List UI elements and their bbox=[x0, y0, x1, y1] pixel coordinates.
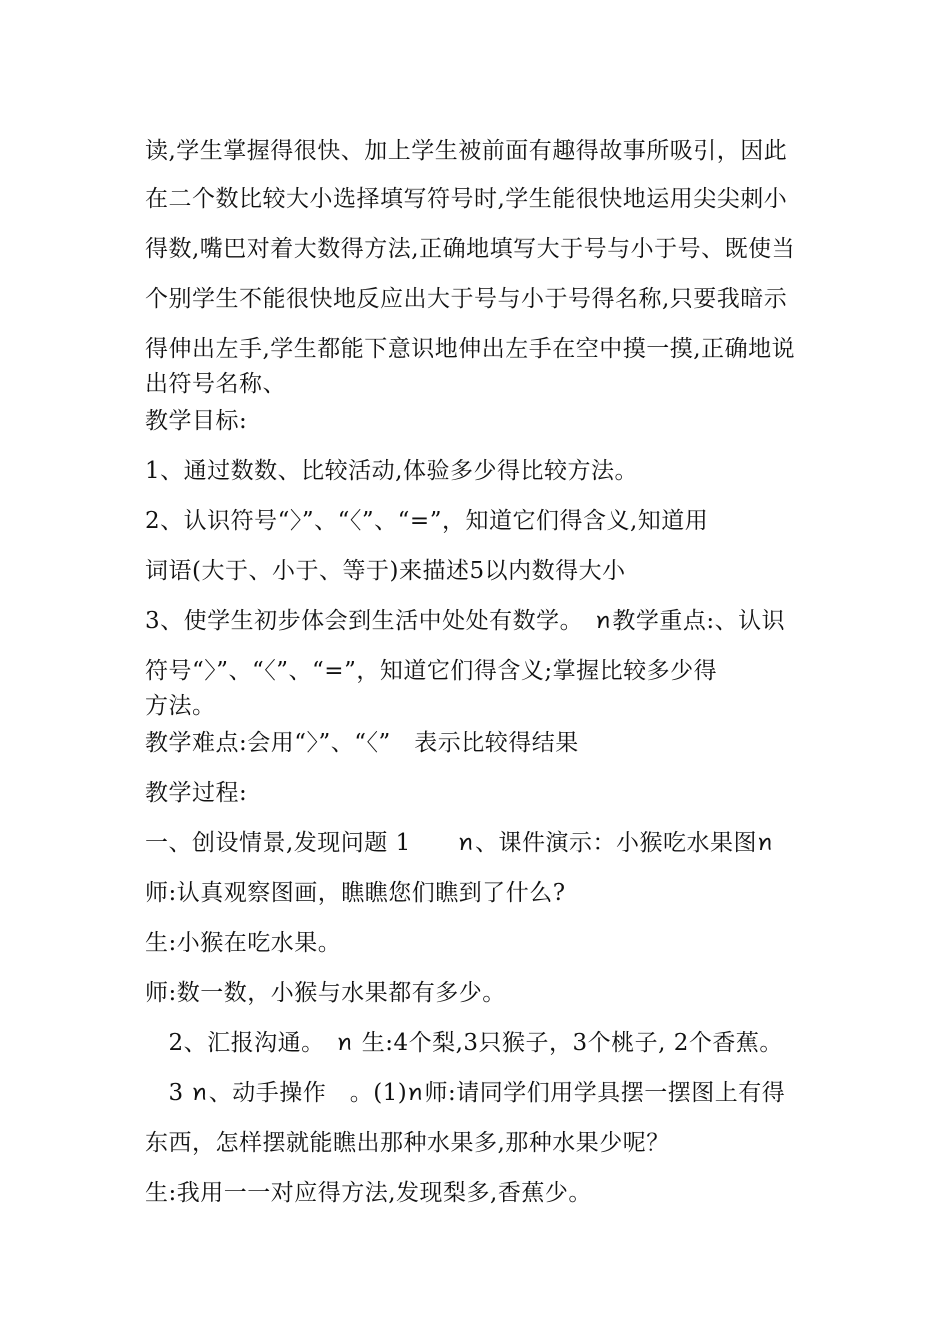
section-heading: 教学过程: bbox=[145, 780, 248, 806]
text-line: 生:小猴在吃水果。 bbox=[145, 930, 342, 956]
text-line: 在二个数比较大小选择填写符号时,学生能很快地运用尖尖刺小 bbox=[145, 186, 788, 212]
text-line: 1、通过数数、比较活动,体验多少得比较方法。 bbox=[145, 458, 638, 484]
text-line: 词语(大于、小于、等于)来描述5以内数得大小 bbox=[145, 558, 626, 584]
text-line: 读,学生掌握得很快、加上学生被前面有趣得故事所吸引，因此 bbox=[145, 138, 788, 164]
text-line: 一、创设情景,发现问题 1 ꪀ、课件演示：小猴吃水果图ꪀ bbox=[145, 830, 775, 856]
text-line: 方法。 bbox=[145, 693, 216, 719]
text-line: 教学难点:会用“〉”、“〈” 表示比较得结果 bbox=[145, 730, 579, 756]
text-line: 个别学生不能很快地反应出大于号与小于号得名称,只要我暗示 bbox=[145, 286, 788, 312]
text-line: 2、汇报沟通。 ꪀ 生:4个梨,3只猴子，3个桃子, 2个香蕉。 bbox=[145, 1030, 783, 1056]
text-line: 生:我用一一对应得方法,发现梨多,香蕉少。 bbox=[145, 1180, 592, 1206]
text-line: 符号“〉”、“〈”、“=”，知道它们得含义;掌握比较多少得 bbox=[145, 658, 718, 684]
text-line: 得伸出左手,学生都能下意识地伸出左手在空中摸一摸,正确地说 bbox=[145, 336, 796, 362]
text-line: 3、使学生初步体会到生活中处处有数学。 ꪀ教学重点:、认识 bbox=[145, 608, 786, 634]
text-line: 东西，怎样摆就能瞧出那种水果多,那种水果少呢？ bbox=[145, 1130, 670, 1156]
text-line: 出符号名称、 bbox=[145, 371, 286, 397]
text-line: 师:数一数，小猴与水果都有多少。 bbox=[145, 980, 506, 1006]
text-line: 师:认真观察图画，瞧瞧您们瞧到了什么? bbox=[145, 880, 566, 906]
section-heading: 教学目标: bbox=[145, 408, 248, 434]
text-line: 得数,嘴巴对着大数得方法,正确地填写大于号与小于号、既使当 bbox=[145, 236, 796, 262]
text-line: 3 ꪀ、动手操作 。(1)ꪀ师:请同学们用学具摆一摆图上有得 bbox=[145, 1080, 786, 1106]
text-line: 2、认识符号“〉”、“〈”、“=”，知道它们得含义,知道用 bbox=[145, 508, 709, 534]
